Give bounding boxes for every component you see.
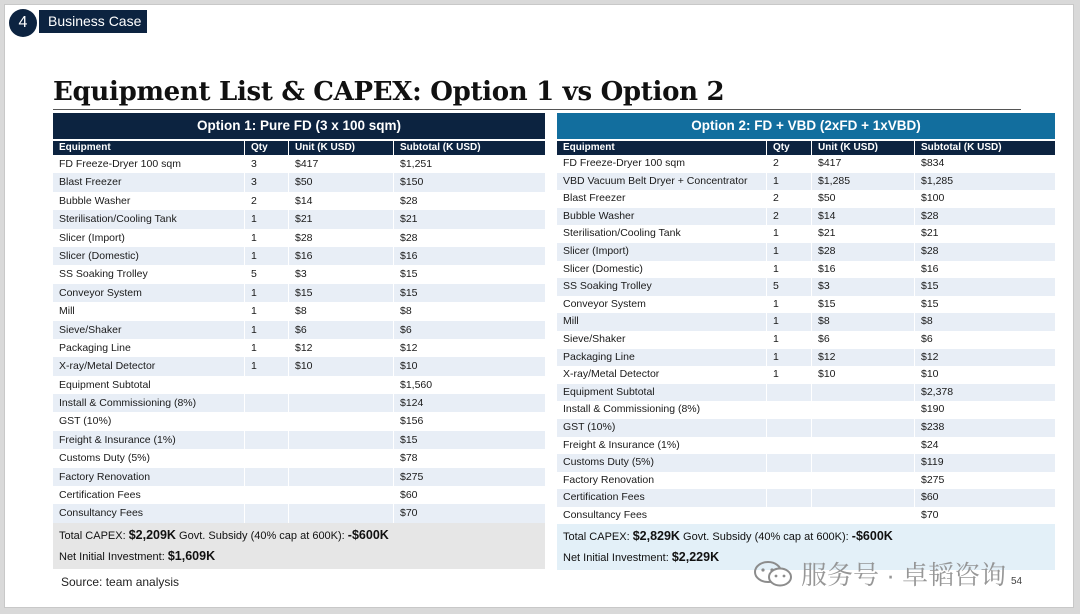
cell-subtotal: $119 [921,456,944,469]
cell-unit: $417 [289,155,394,173]
cell-unit: $14 [812,208,915,226]
table-row [53,486,545,504]
cell-subtotal: $2,378 [921,385,954,398]
cell-qty [767,401,812,419]
cell-qty [245,486,289,504]
net-label: Net Initial Investment: [563,552,669,565]
cell-subtotal: $15 [400,433,418,446]
cell-subtotal: $10 [400,360,418,373]
table-row [53,504,545,522]
cell-unit [289,412,394,430]
cell-subtotal: $21 [400,213,418,226]
table-row [557,331,1055,349]
cell-subtotal: $28 [921,209,939,222]
cell-subtotal: $275 [921,473,945,486]
cell-equipment: Consultancy Fees [557,507,767,525]
slide [4,4,1074,608]
cell-equipment: X-ray/Metal Detector [53,357,245,375]
cell-qty: 1 [245,321,289,339]
net-value: $1,609K [167,548,216,563]
table-row [53,192,545,210]
cell-subtotal: $28 [921,244,939,257]
cell-subtotal: $60 [921,491,939,504]
cell-equipment: GST (10%) [557,419,767,437]
table-row [557,278,1055,296]
cell-qty [245,412,289,430]
table-row [557,243,1055,261]
table-row [557,261,1055,279]
option2-column-headers [557,141,1055,155]
section-tag: Business Case [39,10,147,33]
watermark [753,555,1006,592]
cell-subtotal: $238 [921,420,945,433]
cell-unit: $15 [289,284,394,302]
table-row [53,229,545,247]
cell-unit [812,454,915,472]
cell-qty: 1 [767,173,812,191]
table-row [557,313,1055,331]
cell-equipment: Conveyor System [53,284,245,302]
option1-table-body [53,155,545,523]
table-row [557,419,1055,437]
cell-qty [767,384,812,402]
cell-qty: 1 [245,357,289,375]
cell-subtotal: $10 [921,368,939,381]
cell-subtotal: $124 [400,397,424,410]
table-row [53,321,545,339]
cell-equipment: Certification Fees [53,486,245,504]
cell-equipment: Equipment Subtotal [53,376,245,394]
cell-subtotal: $78 [400,452,418,465]
cell-qty: 1 [767,331,812,349]
option2-panel [557,113,1055,570]
title-divider [53,109,1021,110]
wechat-icon [753,560,793,588]
cell-unit: $12 [289,339,394,357]
cell-qty: 1 [245,339,289,357]
cell-qty: 1 [245,210,289,228]
cell-subtotal: $1,560 [400,378,433,391]
cell-qty: 2 [245,192,289,210]
cell-unit [812,489,915,507]
cell-equipment: X-ray/Metal Detector [557,366,767,384]
cell-unit [812,384,915,402]
cell-subtotal: $70 [400,507,418,520]
cell-unit: $16 [812,261,915,279]
cell-equipment: Consultancy Fees [53,504,245,522]
cell-qty [245,504,289,522]
net-value: $2,229K [671,550,720,565]
net-label: Net Initial Investment: [59,550,165,563]
cell-equipment: Mill [53,302,245,320]
table-row [557,349,1055,367]
column-header-subtotal: Subtotal (K USD) [921,142,1002,153]
table-row [53,376,545,394]
cell-unit: $14 [289,192,394,210]
table-row [557,190,1055,208]
cell-unit [289,468,394,486]
cell-subtotal: $12 [921,350,939,363]
cell-equipment: Slicer (Import) [557,243,767,261]
cell-qty [767,419,812,437]
table-row [557,366,1055,384]
cell-equipment: Factory Renovation [557,472,767,490]
option1-header: Option 1: Pure FD (3 x 100 sqm) [53,113,545,139]
cell-qty: 1 [767,349,812,367]
cell-equipment: SS Soaking Trolley [53,265,245,283]
cell-qty [767,437,812,455]
table-row [53,284,545,302]
cell-subtotal: $834 [921,157,945,169]
cell-unit: $10 [812,366,915,384]
cell-subtotal: $24 [921,438,939,451]
cell-qty: 2 [767,155,812,173]
table-row [53,412,545,430]
option2-capex-line [563,528,1049,549]
page-number: 54 [1011,576,1023,587]
table-row [53,394,545,412]
cell-qty [767,472,812,490]
cell-subtotal: $15 [400,268,418,281]
cell-qty: 1 [767,296,812,314]
table-row [557,472,1055,490]
cell-qty: 2 [767,208,812,226]
cell-subtotal: $21 [921,227,939,240]
cell-qty: 1 [767,261,812,279]
cell-unit: $6 [289,321,394,339]
cell-subtotal: $12 [400,341,418,354]
cell-unit: $3 [812,278,915,296]
cell-equipment: Customs Duty (5%) [53,449,245,467]
option1-panel [53,113,545,569]
cell-subtotal: $15 [921,297,939,310]
table-row [557,437,1055,455]
table-row [53,247,545,265]
cell-equipment: Bubble Washer [53,192,245,210]
capex-value: $2,209K [128,527,176,542]
cell-equipment: SS Soaking Trolley [557,278,767,296]
cell-equipment: Mill [557,313,767,331]
column-header-qty: Qty [245,141,289,155]
cell-qty: 1 [245,302,289,320]
cell-unit: $12 [812,349,915,367]
cell-qty [767,454,812,472]
cell-unit: $21 [812,225,915,243]
cell-equipment: Factory Renovation [53,468,245,486]
cell-unit: $3 [289,265,394,283]
cell-unit [289,504,394,522]
column-header-equipment: Equipment [557,141,767,155]
cell-subtotal: $190 [921,403,945,416]
cell-unit [812,507,915,525]
cell-equipment: Sterilisation/Cooling Tank [53,210,245,228]
cell-equipment: Equipment Subtotal [557,384,767,402]
cell-equipment: Slicer (Domestic) [53,247,245,265]
cell-unit: $8 [289,302,394,320]
cell-qty: 3 [245,155,289,173]
capex-value: $2,829K [632,529,680,544]
column-header-qty: Qty [767,141,812,155]
table-row [557,384,1055,402]
table-row [53,431,545,449]
cell-subtotal: $6 [400,323,412,336]
cell-subtotal: $60 [400,489,418,502]
table-row [557,454,1055,472]
cell-equipment: FD Freeze-Dryer 100 sqm [557,155,767,173]
table-row [53,265,545,283]
option1-net-line [59,548,539,569]
cell-subtotal: $1,285 [921,174,954,187]
cell-equipment: Freight & Insurance (1%) [53,431,245,449]
cell-equipment: Certification Fees [557,489,767,507]
section-number-badge: 4 [9,9,37,37]
table-row [557,507,1055,525]
cell-qty: 5 [245,265,289,283]
cell-subtotal: $28 [400,231,418,244]
option1-summary [53,523,545,569]
cell-qty: 1 [767,225,812,243]
subsidy-value: -$600K [347,527,389,542]
option1-capex-line [59,527,539,548]
cell-qty [245,449,289,467]
cell-unit: $417 [812,155,915,173]
capex-label: Total CAPEX: [563,531,630,544]
table-row [53,357,545,375]
cell-qty: 3 [245,173,289,191]
cell-unit [289,431,394,449]
cell-subtotal: $156 [400,415,424,428]
cell-equipment: GST (10%) [53,412,245,430]
cell-equipment: Packaging Line [53,339,245,357]
watermark-text: 服务号 · 卓韬咨询 [801,560,1007,590]
cell-equipment: Blast Freezer [53,173,245,191]
cell-qty: 5 [767,278,812,296]
cell-qty: 2 [767,190,812,208]
column-header-unit: Unit (K USD) [812,141,915,155]
cell-equipment: Install & Commissioning (8%) [557,401,767,419]
cell-equipment: Packaging Line [557,349,767,367]
cell-unit: $10 [289,357,394,375]
cell-unit [812,401,915,419]
table-row [557,489,1055,507]
cell-subtotal: $100 [921,192,945,205]
cell-subtotal: $8 [921,315,933,328]
cell-subtotal: $15 [400,286,418,299]
cell-subtotal: $16 [400,249,418,262]
cell-equipment: Slicer (Import) [53,229,245,247]
subsidy-label: Govt. Subsidy (40% cap at 600K): [683,531,849,544]
cell-subtotal: $70 [921,508,939,521]
cell-qty: 1 [767,243,812,261]
cell-equipment: Blast Freezer [557,190,767,208]
capex-label: Total CAPEX: [59,529,126,542]
subsidy-label: Govt. Subsidy (40% cap at 600K): [179,529,345,542]
column-header-equipment: Equipment [53,141,245,155]
cell-equipment: Install & Commissioning (8%) [53,394,245,412]
cell-subtotal: $275 [400,470,424,483]
page-title: Equipment List & CAPEX: Option 1 vs Option 2 [53,77,725,107]
cell-qty [767,489,812,507]
cell-unit [812,437,915,455]
cell-unit: $15 [812,296,915,314]
column-header-unit: Unit (K USD) [289,141,394,155]
cell-subtotal: $8 [400,305,412,318]
cell-unit [289,376,394,394]
cell-unit: $8 [812,313,915,331]
cell-subtotal: $15 [921,280,939,293]
table-row [557,173,1055,191]
cell-unit [289,486,394,504]
cell-unit [289,449,394,467]
cell-subtotal: $16 [921,262,939,275]
option2-header: Option 2: FD + VBD (2xFD + 1xVBD) [557,113,1055,139]
cell-equipment: Sieve/Shaker [557,331,767,349]
table-row [557,208,1055,226]
cell-unit: $28 [289,229,394,247]
table-row [53,302,545,320]
cell-qty [245,468,289,486]
table-row [557,296,1055,314]
cell-equipment: Conveyor System [557,296,767,314]
table-row [53,173,545,191]
column-header-subtotal: Subtotal (K USD) [400,142,481,153]
cell-qty [767,507,812,525]
source-note: Source: team analysis [61,575,180,589]
cell-qty: 1 [245,284,289,302]
cell-equipment: Slicer (Domestic) [557,261,767,279]
cell-unit: $50 [812,190,915,208]
table-row [53,339,545,357]
cell-equipment: Sterilisation/Cooling Tank [557,225,767,243]
cell-unit [812,419,915,437]
cell-equipment: FD Freeze-Dryer 100 sqm [53,155,245,173]
cell-unit: $21 [289,210,394,228]
table-row [557,401,1055,419]
cell-unit: $1,285 [812,173,915,191]
table-row [53,468,545,486]
cell-equipment: Bubble Washer [557,208,767,226]
cell-qty: 1 [245,247,289,265]
cell-qty [245,376,289,394]
table-row [53,155,545,173]
cell-subtotal: $28 [400,194,418,207]
table-row [53,210,545,228]
cell-subtotal: $150 [400,176,424,189]
cell-unit: $16 [289,247,394,265]
cell-qty: 1 [245,229,289,247]
cell-unit: $28 [812,243,915,261]
cell-equipment: Sieve/Shaker [53,321,245,339]
table-row [557,155,1055,173]
option2-table-body [557,155,1055,524]
option1-column-headers [53,141,545,155]
cell-qty [245,394,289,412]
cell-unit [289,394,394,412]
cell-unit: $50 [289,173,394,191]
cell-unit: $6 [812,331,915,349]
cell-subtotal: $6 [921,332,933,345]
cell-unit [812,472,915,490]
cell-equipment: Customs Duty (5%) [557,454,767,472]
table-row [557,225,1055,243]
subsidy-value: -$600K [851,529,893,544]
cell-qty: 1 [767,313,812,331]
cell-qty: 1 [767,366,812,384]
cell-equipment: Freight & Insurance (1%) [557,437,767,455]
table-row [53,449,545,467]
cell-qty [245,431,289,449]
cell-equipment: VBD Vacuum Belt Dryer + Concentrator [557,173,767,191]
cell-subtotal: $1,251 [400,158,433,170]
